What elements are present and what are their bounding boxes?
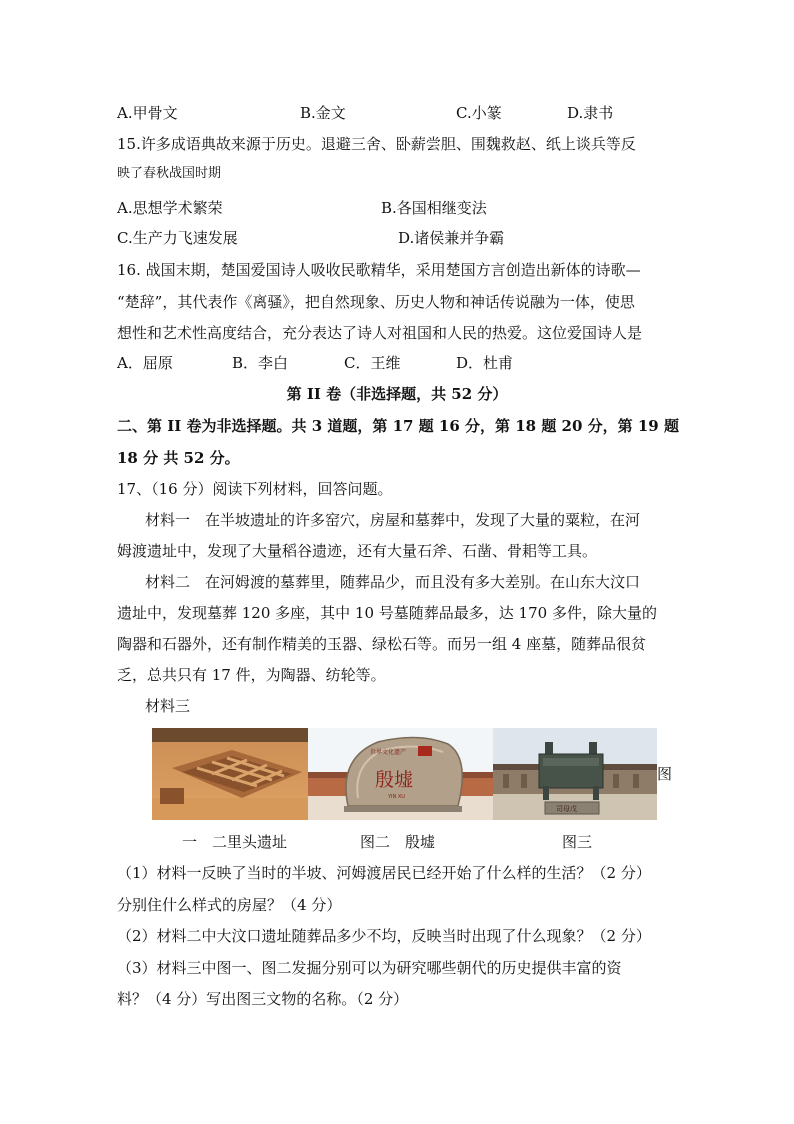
q17-material3-label: 材料三 bbox=[145, 697, 191, 715]
yinxu-stone-pinyin: YIN XU bbox=[388, 794, 405, 800]
q17-material2-line4: 乏，总共只有 17 件，为陶器、纺轮等。 bbox=[117, 666, 386, 684]
q17-material2-line2: 遗址中，发现墓葬 120 多座，其中 10 号墓随葬品最多，达 170 多件，除大量的 bbox=[117, 604, 657, 622]
q16-stem-line2: “楚辞”，其代表作《离骚》，把自然现象、历史人物和神话传说融为一体，使思 bbox=[117, 293, 635, 311]
part2-heading: 第 II 卷（非选择题，共 52 分） bbox=[286, 385, 508, 403]
q17-sub1-line2: 分别住什么样式的房屋？（4 分） bbox=[117, 896, 342, 914]
q17-sub1-line1: （1）材料一反映了当时的半坡、河姆渡居民已经开始了什么样的生活？（2 分） bbox=[117, 864, 651, 882]
part2-instruction-line1: 二、第 II 卷为非选择题。共 3 道题，第 17 题 16 分，第 18 题 20 分，第 19 题 bbox=[117, 417, 679, 435]
part2-instruction-line2: 18 分 共 52 分。 bbox=[117, 449, 240, 467]
figure1-erlitou-photo bbox=[152, 728, 308, 820]
q15-option-a: A.思想学术繁荣 bbox=[117, 199, 223, 217]
q16-option-a: A．屈原 bbox=[117, 354, 173, 372]
q17-material1-line1: 材料一 在半坡遗址的许多窑穴，房屋和墓葬中，发现了大量的粟粒，在河 bbox=[145, 511, 641, 529]
figure2-yinxu-photo bbox=[308, 728, 493, 820]
q17-sub3-line2: 料？（4 分）写出图三文物的名称。（2 分） bbox=[117, 990, 409, 1008]
figure1-caption: 一 二里头遗址 bbox=[182, 833, 288, 851]
q17-material2-line1: 材料二 在河姆渡的墓葬里，随葬品少，而且没有多大差别。在山东大汶口 bbox=[145, 573, 641, 591]
q14-option-a: A.甲骨文 bbox=[117, 104, 178, 122]
q15-stem-line2: 映了春秋战国时期 bbox=[117, 166, 222, 181]
q16-option-d: D．杜甫 bbox=[456, 354, 514, 372]
figure3-simuwu-photo bbox=[493, 728, 657, 820]
q17-sub3-line1: （3）材料三中图一、图二发掘分别可以为研究哪些朝代的历史提供丰富的资 bbox=[117, 959, 622, 977]
figure1-label-tail: 图 bbox=[657, 765, 673, 783]
q15-option-d: D.诸侯兼并争霸 bbox=[398, 229, 505, 247]
q16-stem-line1: 16. 战国末期，楚国爱国诗人吸收民歌精华，采用楚国方言创造出新体的诗歌— bbox=[117, 261, 641, 279]
q17-intro: 17、（16 分）阅读下列材料，回答问题。 bbox=[117, 480, 393, 498]
q17-sub2: （2）材料二中大汶口遗址随葬品多少不均，反映当时出现了什么现象？（2 分） bbox=[117, 927, 651, 945]
q15-option-b: B.各国相继变法 bbox=[381, 199, 487, 217]
q17-material1-line2: 姆渡遗址中，发现了大量稻谷遗迹，还有大量石斧、石凿、骨耜等工具。 bbox=[117, 542, 598, 560]
q16-stem-line3: 想性和艺术性高度结合，充分表达了诗人对祖国和人民的热爱。这位爱国诗人是 bbox=[117, 324, 643, 342]
q15-option-c: C.生产力飞速发展 bbox=[117, 229, 238, 247]
q16-option-b: B．李白 bbox=[232, 354, 289, 372]
simuwu-plaque-text: 司母戊 bbox=[556, 805, 577, 813]
figure3-caption: 图三 bbox=[562, 833, 593, 851]
figure2-caption: 图二 殷墟 bbox=[360, 833, 436, 851]
q14-option-b: B.金文 bbox=[300, 104, 346, 122]
q15-stem-line1: 15.许多成语典故来源于历史。退避三舍、卧薪尝胆、围魏救赵、纸上谈兵等反 bbox=[117, 135, 636, 153]
svg-text:世界文化遗产: 世界文化遗产 bbox=[370, 749, 407, 756]
q14-option-c: C.小篆 bbox=[456, 104, 502, 122]
q14-option-d: D.隶书 bbox=[567, 104, 614, 122]
q17-material2-line3: 陶器和石器外，还有制作精美的玉器、绿松石等。而另一组 4 座墓，随葬品很贫 bbox=[117, 635, 647, 653]
yinxu-stone-text: 殷墟 bbox=[375, 769, 414, 791]
q16-option-c: C．王维 bbox=[344, 354, 401, 372]
